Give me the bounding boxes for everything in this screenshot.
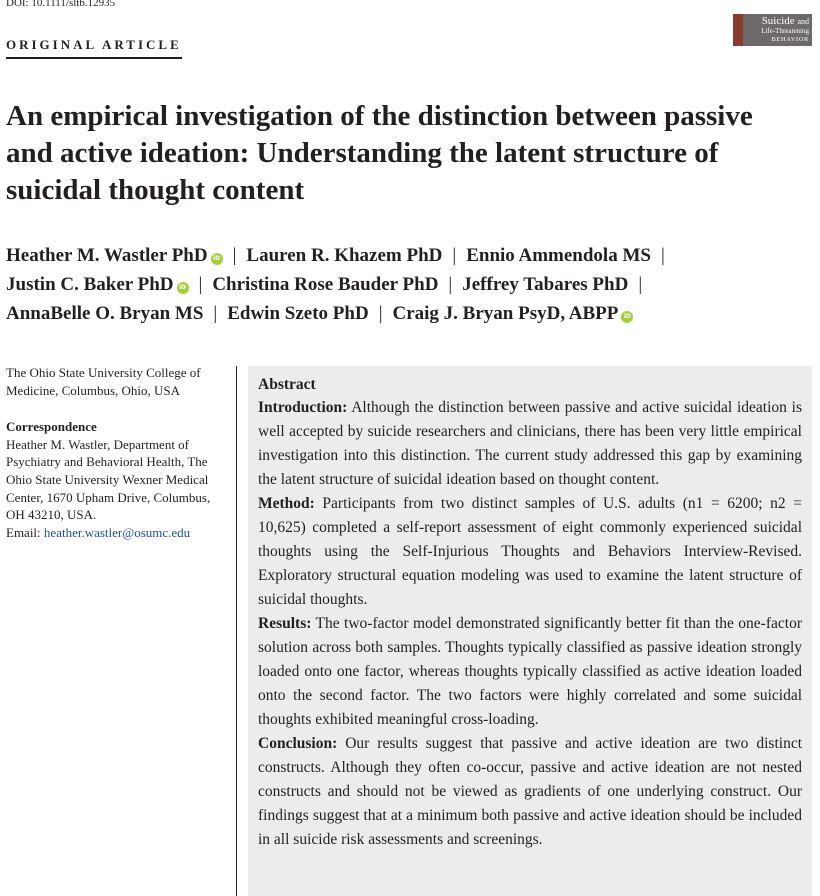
logo-line-1: Suicide and xyxy=(761,15,809,27)
author-separator: | xyxy=(198,274,203,295)
email-label: Email: xyxy=(6,524,41,540)
abstract-results xyxy=(258,612,802,732)
abstract-method xyxy=(258,492,802,612)
author-separator: | xyxy=(378,303,383,324)
abstract-box xyxy=(248,366,812,896)
section-text: Participants from two distinct samples of U.S. adults (n1 = 6200; n2 = 10,625) completed a self-report assessment of eight commonly experienced suicidal thoughts using the Self-Injurious Thoughts and Behaviors Interview-Revised. Exploratory structural equation modeling was used to examine the latent structure of suicidal thoughts. xyxy=(258,495,802,608)
affiliation: The Ohio State University College of Medicine, Columbus, Ohio, USA xyxy=(6,365,201,398)
correspondence-email xyxy=(6,524,226,542)
section-text: The two-factor model demonstrated significantly better fit than the one-factor solution across both samples. Thoughts typically classified as passive ideation strongly loaded onto one factor, whereas thoughts typically classified as active ideation loaded onto the second factor. The two factors were highly correlated and some suicidal thoughts exhibited meaningful cross-loading. xyxy=(258,615,802,728)
author-name[interactable]: Edwin Szeto PhD xyxy=(227,303,369,324)
section-text: Our results suggest that passive and active ideation are two distinct constructs. Although they often co-occur, passive and active ideation are not nested constructs and should not be viewed as gradients of one underlying construct. Our findings suggest that at a minimum both passive and active ideation should be included in all suicide risk assessments and screenings. xyxy=(258,735,802,848)
orcid-icon[interactable]: iD xyxy=(211,253,223,265)
correspondence-heading: Correspondence xyxy=(6,419,97,435)
orcid-icon[interactable]: iD xyxy=(621,311,633,323)
section-label-introduction: Introduction: xyxy=(258,399,348,416)
abstract-introduction xyxy=(258,396,802,492)
doi: DOI: 10.1111/sltb.12935 xyxy=(6,0,116,9)
abstract-heading: Abstract xyxy=(258,376,316,393)
author-name[interactable]: Christina Rose Bauder PhD xyxy=(212,274,439,295)
journal-logo xyxy=(733,14,812,46)
author-name[interactable]: Jeffrey Tabares PhD xyxy=(462,274,629,295)
author-separator: | xyxy=(232,245,237,266)
page-title: An empirical investigation of the distinction between passive and active ideation: Understanding the latent structure of suicidal thought content xyxy=(6,100,753,206)
author-name[interactable]: Lauren R. Khazem PhD xyxy=(246,245,443,266)
orcid-icon[interactable]: iD xyxy=(177,282,189,294)
correspondence-address: Heather M. Wastler, Department of Psychiatry and Behavioral Health, The Ohio State University Wexner Medical Center, 1670 Upham Drive, Columbus, OH 43210, USA. xyxy=(6,436,211,523)
author-separator: | xyxy=(660,245,665,266)
author-name[interactable]: Craig J. Bryan PsyD, ABPP xyxy=(392,303,619,324)
author-name[interactable]: Justin C. Baker PhD xyxy=(6,274,174,295)
logo-accent-bar xyxy=(733,14,743,46)
section-label-results: Results: xyxy=(258,615,312,632)
section-text: Although the distinction between passive and active suicidal ideation is well accepted by suicide researchers and clinicians, there has been very little empirical investigation into this distinction. The current study addressed this gap by examining the latent structure of suicidal ideation based on thought content. xyxy=(258,399,802,488)
author-name[interactable]: AnnaBelle O. Bryan MS xyxy=(6,303,204,324)
author-separator: | xyxy=(452,245,457,266)
author-separator: | xyxy=(213,303,218,324)
author-separator: | xyxy=(448,274,453,295)
author-name[interactable]: Heather M. Wastler PhD xyxy=(6,245,208,266)
abstract-conclusion xyxy=(258,732,802,852)
section-label-method: Method: xyxy=(258,495,315,512)
author-list xyxy=(6,241,814,328)
sidebar-info xyxy=(6,364,226,541)
author-separator: | xyxy=(638,274,643,295)
email-link[interactable]: heather.wastler@osumc.edu xyxy=(43,524,191,540)
column-divider xyxy=(236,366,237,896)
section-label-conclusion: Conclusion: xyxy=(258,735,338,752)
logo-line-3: BEHAVIOR xyxy=(771,36,809,43)
author-name[interactable]: Ennio Ammendola MS xyxy=(466,245,651,266)
logo-line-2: Life-Threatening xyxy=(761,27,809,35)
section-label: ORIGINAL ARTICLE xyxy=(6,37,182,59)
